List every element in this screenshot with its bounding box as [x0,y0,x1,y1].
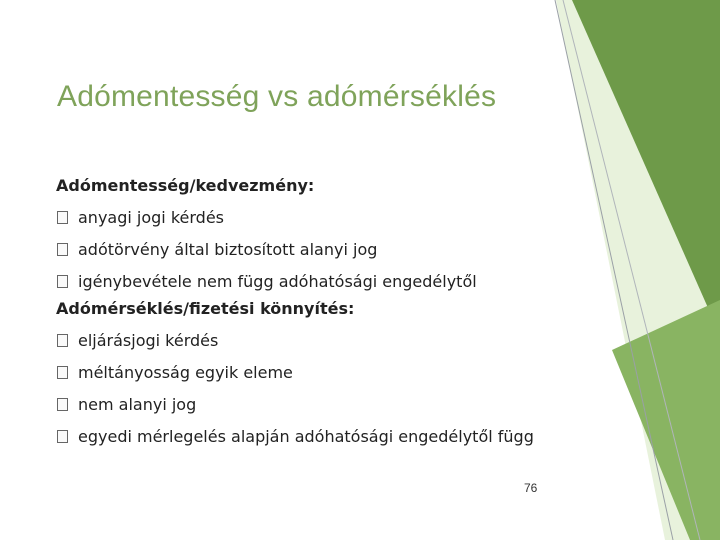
list-item-text: anyagi jogi kérdés [78,208,224,227]
list-item-text: nem alanyi jog [78,395,197,414]
list-item [56,395,556,414]
list-item [56,208,556,227]
list-item [56,363,556,382]
bullet-box-icon [57,398,68,411]
list-item [56,272,556,291]
bullet-box-icon [57,243,68,256]
bullet-box-icon [57,366,68,379]
page-number: 76 [524,481,538,495]
bullet-box-icon [57,275,68,288]
list-item-text: egyedi mérlegelés alapján adóhatósági engedélytől függ [78,427,534,446]
list-item-text: igénybevétele nem függ adóhatósági engedélytől [78,272,477,291]
list-item-text: adótörvény által biztosított alanyi jog [78,240,378,259]
bullet-box-icon [57,211,68,224]
list-item [56,427,556,446]
section-heading-reduction: Adómérséklés/fizetési könnyítés: [56,299,355,318]
list-item [56,331,556,350]
bullet-box-icon [57,430,68,443]
slide-title: Adómentesség vs adómérséklés [57,80,497,113]
section-heading-exemption: Adómentesség/kedvezmény: [56,176,315,195]
slide-content [56,172,556,446]
list-item-text: eljárásjogi kérdés [78,331,219,350]
bullet-box-icon [57,334,68,347]
list-item-text: méltányosság egyik eleme [78,363,293,382]
list-item [56,240,556,259]
